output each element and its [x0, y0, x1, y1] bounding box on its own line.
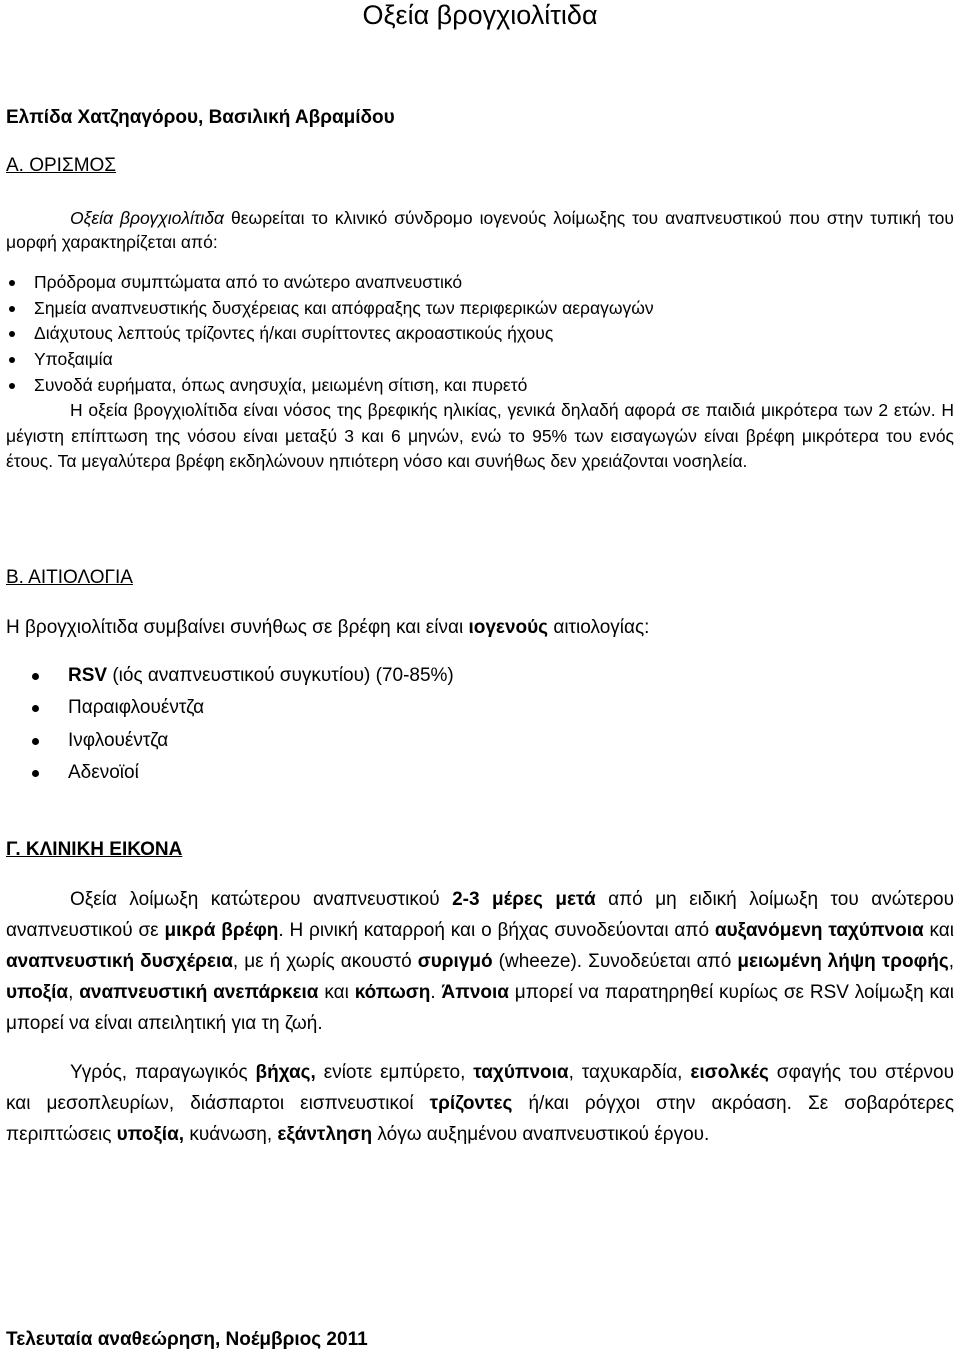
- bold-text: αναπνευστική δυσχέρεια: [6, 951, 233, 972]
- list-item: Συνοδά ευρήματα, όπως ανησυχία, μειωμένη σίτιση, και πυρετό: [6, 373, 954, 399]
- bold-text: αναπνευστική ανεπάρκεια: [79, 982, 319, 1003]
- body-text: Υγρός, παραγωγικός: [70, 1062, 256, 1083]
- body-text: .: [430, 982, 442, 1003]
- bold-text: μικρά βρέφη: [164, 920, 279, 941]
- bold-text: εξάντληση: [277, 1124, 373, 1145]
- body-text: , ταχυκαρδία,: [568, 1062, 691, 1083]
- rsv-description: (ιός αναπνευστικού συγκυτίου) (70-85%): [107, 665, 454, 686]
- section-a-intro: [6, 206, 954, 254]
- authors: Ελπίδα Χατζηαγόρου, Βασιλική Αβραμίδου: [6, 107, 395, 128]
- section-c-paragraph-2: [6, 1057, 954, 1150]
- body-text: ,: [68, 982, 80, 1003]
- intro-text: θεωρείται το κλινικό σύνδρομο ιογενούς λοίμωξης του αναπνευστικού που στην τυπική του μορφή χαρακτηρίζεται από:: [6, 208, 954, 252]
- list-item: Ινφλουέντζα: [6, 725, 954, 757]
- bold-text: υποξία: [6, 982, 69, 1003]
- intro-term: Οξεία βρογχιολίτιδα: [70, 208, 224, 228]
- intro-text: αιτιολογίας:: [548, 617, 650, 638]
- section-a-bullet-list: [6, 270, 954, 399]
- bold-text: μειωμένη λήψη τροφής: [737, 951, 949, 972]
- body-text: κυάνωση,: [184, 1124, 278, 1145]
- bold-text: ταχύπνοια: [473, 1062, 569, 1083]
- list-item: Σημεία αναπνευστικής δυσχέρειας και απόφραξης των περιφερικών αεραγωγών: [6, 296, 954, 322]
- section-b-heading: Β. ΑΙΤΙΟΛΟΓΙΑ: [6, 567, 133, 588]
- body-text: λόγω αυξημένου αναπνευστικού έργου.: [372, 1124, 710, 1145]
- document-title: Οξεία βρογχιολίτιδα: [362, 0, 598, 30]
- section-c-paragraph-1: [6, 884, 954, 1039]
- bold-text: Άπνοια: [441, 982, 509, 1003]
- bold-text: κόπωση: [354, 982, 431, 1003]
- bold-text: συριγμό: [417, 951, 493, 972]
- body-text: , με ή χωρίς ακουστό: [232, 951, 418, 972]
- body-text: ,: [948, 951, 954, 972]
- rsv-label: RSV: [68, 665, 108, 686]
- list-item: [6, 660, 954, 692]
- list-item: Πρόδρομα συμπτώματα από το ανώτερο αναπνευστικό: [6, 270, 954, 296]
- body-text: ή/και ρόγχοι στην ακρόαση. Σε σοβαρότερες περιπτώσεις: [6, 1093, 954, 1145]
- body-text: ενίοτε εμπύρετο,: [315, 1062, 474, 1083]
- body-text: Οξεία λοίμωξη κατώτερου αναπνευστικού: [70, 889, 453, 910]
- intro-bold-term: ιογενούς: [468, 617, 549, 638]
- body-text: (wheeze). Συνοδεύεται από: [492, 951, 738, 972]
- body-text: και: [923, 920, 954, 941]
- bold-text: αυξανόμενη ταχύπνοια: [714, 920, 924, 941]
- list-item: Παραιφλουέντζα: [6, 692, 954, 724]
- intro-text: Η βρογχιολίτιδα συμβαίνει συνήθως σε βρέφη και είναι: [6, 617, 469, 638]
- revision-footer: Τελευταία αναθεώρηση, Νοέμβριος 2011: [6, 1329, 368, 1350]
- section-b-intro: [6, 612, 954, 643]
- bold-text: εισολκές: [690, 1062, 769, 1083]
- section-a-paragraph: Η οξεία βρογχιολίτιδα είναι νόσος της βρεφικής ηλικίας, γενικά δηλαδή αφορά σε παιδιά μικρότερα των 2 ετών. Η μέγιστη επίπτωση της νόσου είναι μεταξύ 3 και 6 μηνών, ενώ το 95% των εισαγωγών είναι βρέφη μικρότερα του ενός έτους. Τα μεγαλύτερα βρέφη εκδηλώνουν ηπιότερη νόσο και συνήθως δεν χρειάζονται νοσηλεία.: [6, 400, 954, 471]
- section-c-heading: Γ. ΚΛΙΝΙΚΗ ΕΙΚΟΝΑ: [6, 839, 183, 860]
- list-item: Διάχυτους λεπτούς τρίζοντες ή/και συρίττοντες ακροαστικούς ήχους: [6, 321, 954, 347]
- bold-text: βήχας,: [255, 1062, 316, 1083]
- body-text: σφαγής του στέρνου και μεσοπλευρίων, διάσπαρτοι εισπνευστικοί: [6, 1062, 954, 1114]
- bold-text: 2-3 μέρες μετά: [452, 889, 596, 910]
- body-text: και: [318, 982, 355, 1003]
- body-text: . Η ρινική καταρροή και ο βήχας συνοδεύονται από: [278, 920, 715, 941]
- section-a-heading: Α. ΟΡΙΣΜΟΣ: [6, 155, 117, 176]
- body-text: μπορεί να παρατηρηθεί κυρίως σε RSV λοίμωξη και μπορεί να είναι απειλητική για τη ζωή.: [6, 982, 954, 1034]
- list-item: Αδενοϊοί: [6, 757, 954, 789]
- bold-text: υποξία,: [116, 1124, 185, 1145]
- section-b-bullet-list: [6, 660, 954, 789]
- list-item: Υποξαιμία: [6, 347, 954, 373]
- body-text: από μη ειδική λοίμωξη του ανώτερου αναπνευστικού σε: [6, 889, 954, 941]
- bold-text: τρίζοντες: [429, 1093, 513, 1114]
